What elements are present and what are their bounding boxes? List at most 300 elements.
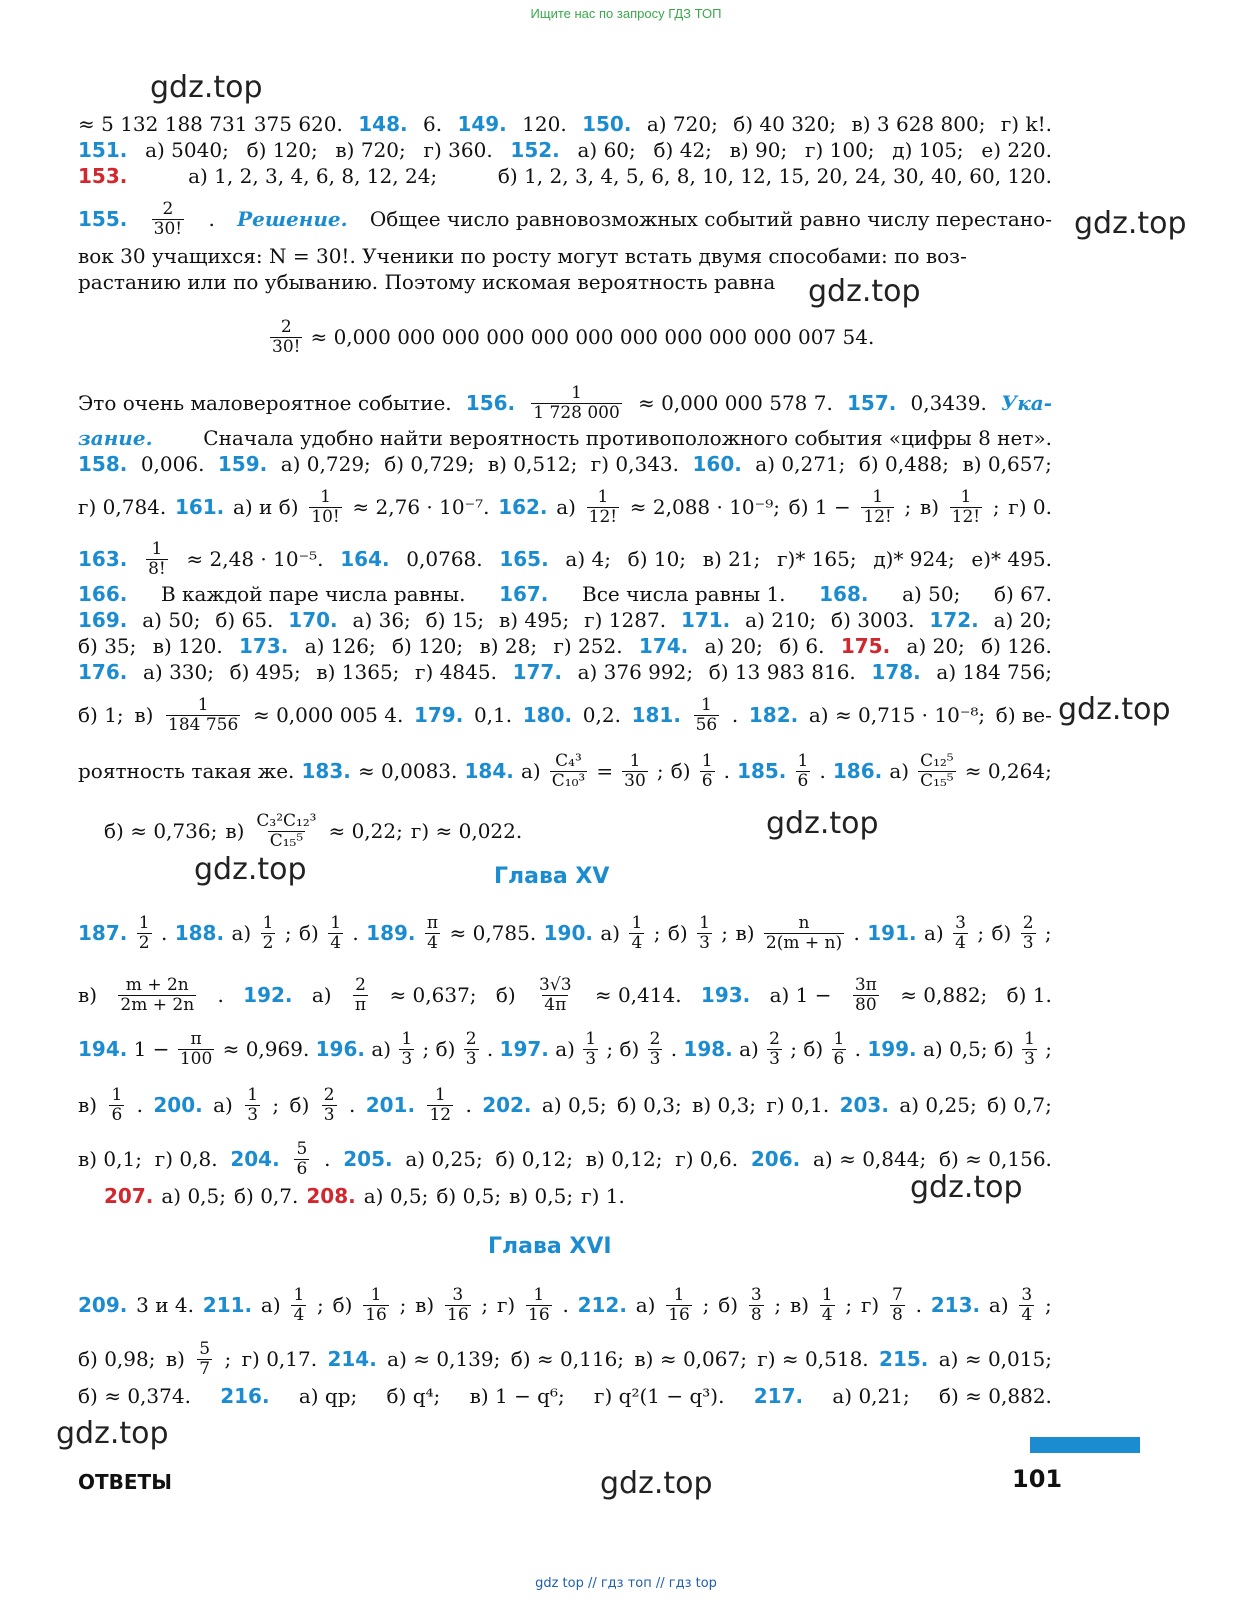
answer-text: в) 0,3;	[692, 1093, 757, 1118]
problem-number: 190.	[543, 921, 593, 946]
chapter-title: Глава XVI	[488, 1234, 612, 1259]
problem-number: 150.	[582, 112, 632, 136]
answer-text: б) 1;	[78, 703, 124, 728]
denominator: 30!	[272, 336, 301, 357]
numerator: C₁₂⁵	[920, 751, 954, 771]
answer-text: б) 1 −	[788, 495, 851, 520]
chapter-title: Глава XV	[494, 864, 610, 889]
answer-text: 0,006.	[140, 452, 205, 476]
answer-text: а)	[600, 921, 621, 946]
answer-line	[78, 270, 1052, 294]
answer-text: Это очень маловероятное событие.	[78, 391, 452, 416]
denominator: 1 728 000	[533, 402, 620, 423]
problem-number-highlight: 207.	[104, 1184, 154, 1208]
watermark: gdz.top	[910, 1170, 1023, 1205]
answer-text: б) ≈ 0,116;	[510, 1347, 625, 1372]
fraction	[629, 914, 644, 952]
problem-number: 186.	[832, 759, 883, 784]
fraction	[197, 1340, 212, 1378]
answer-text: Сначала удобно найти вероятность противоположного события «цифры 8 нет».	[203, 426, 1052, 450]
answer-text: б) 120;	[392, 634, 464, 658]
answer-text: а) 720;	[646, 112, 718, 136]
answer-text: а) 20;	[906, 634, 965, 658]
answer-line	[78, 244, 1052, 268]
answer-text: а) qp;	[298, 1384, 358, 1408]
answer-text: б)	[993, 1037, 1014, 1062]
answer-text: а) 0,271;	[755, 452, 846, 476]
problem-number: 180.	[522, 703, 573, 728]
answer-line	[104, 812, 1052, 850]
numerator: 1	[797, 751, 809, 771]
problem-number: 159.	[217, 452, 268, 476]
problem-number: 151.	[78, 138, 128, 162]
numerator: 2	[280, 317, 292, 337]
answer-text: а)	[213, 1093, 233, 1118]
answer-text: ;	[790, 1037, 798, 1062]
problem-number-highlight: 208.	[306, 1184, 356, 1208]
problem-number: 177.	[512, 660, 562, 684]
numerator: 1	[293, 1285, 305, 1305]
denominator: 8	[750, 1304, 762, 1325]
answer-text: г) 0.	[1008, 495, 1052, 520]
answer-text: ≈ 5 132 188 731 375 620.	[78, 112, 343, 136]
answer-text: д)* 924;	[873, 547, 955, 572]
answer-text: в)	[225, 819, 245, 844]
problem-number: 199.	[867, 1037, 917, 1062]
answer-text: а)	[555, 1037, 575, 1062]
problem-number: 202.	[482, 1093, 532, 1118]
problem-number: 184.	[464, 759, 514, 784]
answer-line	[78, 540, 1052, 578]
answer-line	[78, 1030, 1052, 1068]
answer-text: ≈ 0,414.	[594, 983, 682, 1008]
numerator: 2	[323, 1085, 335, 1105]
problem-number: 201.	[365, 1093, 416, 1118]
denominator: 3	[401, 1048, 413, 1069]
denominator: 3	[323, 1104, 335, 1125]
answer-text: в)	[415, 1293, 435, 1318]
answer-line	[78, 452, 1052, 476]
problem-number: 170.	[288, 608, 338, 632]
problem-number: 169.	[78, 608, 128, 632]
answer-text: б) 1.	[1006, 983, 1052, 1008]
answer-text: б)	[298, 921, 319, 946]
answer-text: ≈ 2,76 · 10⁻⁷.	[352, 495, 490, 520]
denominator: C₁₀³	[551, 770, 586, 791]
answer-text: .	[465, 1093, 472, 1118]
denominator: 3	[699, 932, 710, 953]
denominator: 4	[821, 1304, 833, 1325]
numerator: 1	[434, 1085, 446, 1105]
fraction	[531, 384, 622, 422]
answer-text: б) 35;	[78, 634, 137, 658]
answer-text: ≈ 0,22;	[328, 819, 403, 844]
answer-line	[104, 1184, 1052, 1208]
numerator: 1	[262, 913, 274, 933]
problem-number: 191.	[867, 921, 917, 946]
fraction	[953, 914, 968, 952]
answer-text: В каждой паре числа равны.	[160, 582, 466, 606]
numerator: 1	[631, 913, 643, 933]
watermark: gdz.top	[1074, 206, 1187, 241]
problem-number: 176.	[78, 660, 128, 684]
problem-number: 173.	[239, 634, 289, 658]
numerator: 1	[320, 487, 331, 507]
problem-number: 216.	[220, 1384, 270, 1408]
numerator: 1	[700, 695, 712, 715]
answer-text: Все числа равны 1.	[582, 582, 786, 606]
answer-text: .	[348, 1093, 356, 1118]
answer-text: 6.	[422, 112, 443, 136]
answer-text: г) q²(1 − q³).	[594, 1384, 725, 1408]
denominator: 2	[138, 932, 150, 953]
answer-text: а)	[635, 1293, 656, 1318]
numerator: 2	[355, 975, 366, 995]
answer-text: а) 126;	[304, 634, 376, 658]
answer-text: б)	[670, 759, 691, 784]
problem-number: 203.	[839, 1093, 889, 1118]
answer-text: в) 720;	[335, 138, 406, 162]
answer-text: а) 210;	[745, 608, 817, 632]
denominator: 6	[833, 1048, 845, 1069]
answer-text: в) 21;	[702, 547, 761, 572]
problem-number: 163.	[78, 547, 128, 572]
answer-text: .	[854, 1037, 861, 1062]
denominator: 4	[427, 932, 438, 953]
answer-text: б)	[667, 921, 688, 946]
numerator: 1	[151, 539, 163, 559]
answer-text: б) 10;	[627, 547, 687, 572]
numerator: 1	[597, 487, 609, 507]
fraction	[1022, 1030, 1037, 1068]
answer-text: ;	[1045, 1037, 1052, 1062]
fraction	[694, 696, 720, 734]
hint-label: зание.	[78, 426, 153, 450]
numerator: 1	[533, 1285, 545, 1305]
numerator: 1	[833, 1029, 845, 1049]
denominator: 7	[199, 1358, 211, 1379]
numerator: 1	[821, 1285, 833, 1305]
answer-text: б)	[495, 983, 516, 1008]
answer-text: .	[324, 1147, 331, 1172]
answer-text: б) 0,488;	[858, 452, 950, 476]
answer-text: .	[562, 1293, 569, 1318]
answer-text: 0,0768.	[406, 547, 483, 572]
answer-text: ≈ 0,785.	[449, 921, 537, 946]
answer-line	[78, 138, 1052, 162]
answer-text: г) 0,343.	[590, 452, 680, 476]
fraction	[254, 812, 318, 850]
answer-text: роятность такая же.	[78, 759, 295, 784]
problem-number: 162.	[498, 495, 548, 520]
denominator: 6	[701, 770, 713, 791]
answer-text: ;	[317, 1293, 324, 1318]
problem-number: 213.	[930, 1293, 981, 1318]
problem-number-highlight: 175.	[840, 634, 891, 658]
fraction	[328, 914, 343, 952]
problem-number: 166.	[78, 582, 128, 606]
fraction	[749, 1286, 764, 1324]
answer-text: ;	[1044, 921, 1052, 946]
answer-text: .	[731, 703, 739, 728]
problem-number: 194.	[78, 1037, 128, 1062]
answer-text: б) 15;	[425, 608, 485, 632]
numerator: 3π	[854, 975, 877, 995]
numerator: 3	[955, 913, 966, 933]
answer-text: е) 220.	[981, 138, 1052, 162]
fraction	[767, 1030, 782, 1068]
fraction	[322, 1086, 337, 1124]
answer-text: а) 20;	[993, 608, 1052, 632]
numerator: 1	[247, 1085, 259, 1105]
fraction	[118, 976, 196, 1014]
answer-text: ;	[399, 1293, 407, 1318]
denominator: 4	[293, 1304, 305, 1325]
answer-text: б) 42;	[653, 138, 712, 162]
denominator: 8!	[148, 558, 166, 579]
numerator: 1	[401, 1029, 413, 1049]
problem-number: 189.	[366, 921, 416, 946]
numerator: 1	[138, 913, 150, 933]
answer-text: а)	[923, 921, 944, 946]
denominator: 12!	[863, 506, 892, 527]
answer-text: г) 100;	[804, 138, 875, 162]
problem-number: 192.	[243, 983, 293, 1008]
answer-text: а) 1 −	[769, 983, 832, 1008]
answer-text: е)* 495.	[971, 547, 1052, 572]
fraction	[146, 540, 168, 578]
answer-text: .	[160, 921, 168, 946]
answer-text: б) ≈ 0,374.	[78, 1384, 191, 1408]
numerator: 1	[330, 913, 342, 933]
denominator: 6	[296, 1158, 308, 1179]
answer-text: г) 252.	[553, 634, 623, 658]
numerator: 1	[629, 751, 641, 771]
denominator: 3	[649, 1048, 661, 1069]
problem-number: 193.	[700, 983, 751, 1008]
answer-text: в) ≈ 0,067;	[634, 1347, 747, 1372]
fraction	[697, 914, 712, 952]
fraction	[445, 1286, 471, 1324]
answer-text: .	[915, 1293, 922, 1318]
fraction	[764, 914, 844, 952]
numerator: 7	[892, 1285, 903, 1305]
answer-line	[78, 634, 1052, 658]
answer-text: б) 0,12;	[495, 1147, 573, 1172]
fraction	[666, 1286, 692, 1324]
problem-number: 197.	[499, 1037, 549, 1062]
watermark: gdz.top	[1058, 692, 1171, 727]
answer-text: ≈ 0,969.	[222, 1037, 310, 1062]
fraction	[861, 488, 893, 526]
watermark: gdz.top	[600, 1466, 713, 1501]
denominator: 12!	[951, 506, 981, 527]
denominator: 6	[111, 1104, 123, 1125]
numerator: 3	[452, 1285, 464, 1305]
answer-text: в) 0,12;	[585, 1147, 663, 1172]
answer-text: б) 0,3;	[616, 1093, 682, 1118]
denominator: 4π	[544, 994, 567, 1015]
fraction	[270, 318, 302, 356]
numerator: 5	[199, 1339, 211, 1359]
answer-text: ;	[284, 921, 292, 946]
numerator: 5	[296, 1139, 308, 1159]
numerator: 1	[111, 1085, 123, 1105]
fraction	[950, 488, 982, 526]
denominator: 100	[179, 1048, 213, 1069]
answer-line	[78, 1086, 1052, 1124]
fraction	[166, 696, 240, 734]
answer-text: ;	[653, 921, 661, 946]
denominator: 6	[797, 770, 809, 791]
answer-text: ≈ 0,000 000 578 7.	[637, 391, 833, 416]
answer-text: а) ≈ 0,015;	[938, 1347, 1052, 1372]
answer-line	[78, 488, 1052, 526]
answer-text: 3 и 4.	[136, 1293, 194, 1318]
problem-number: 188.	[174, 921, 225, 946]
answer-text: а) 4;	[565, 547, 611, 572]
problem-number: 214.	[327, 1347, 377, 1372]
watermark: gdz.top	[808, 274, 921, 309]
problem-number: 183.	[301, 759, 351, 784]
denominator: 3	[1024, 1048, 1035, 1069]
answer-line	[78, 1286, 1052, 1324]
problem-number: 158.	[78, 452, 128, 476]
answer-text: г) 1.	[581, 1184, 625, 1208]
answer-text: 0,2.	[582, 703, 621, 728]
denominator: 30	[624, 770, 646, 791]
numerator: 1	[370, 1285, 382, 1305]
answer-text: а) 5040;	[145, 138, 229, 162]
denominator: 4	[330, 932, 342, 953]
numerator: 1	[197, 695, 209, 715]
denominator: 3	[769, 1048, 780, 1069]
answer-text: .	[486, 1037, 494, 1062]
denominator: 10!	[311, 506, 340, 527]
answer-line	[78, 660, 1052, 684]
answer-text: б)	[332, 1293, 353, 1318]
answer-text: растанию или по убыванию. Поэтому искомая вероятность равна	[78, 270, 776, 294]
answer-text: б) ≈ 0,882.	[938, 1384, 1052, 1408]
answer-text: ;	[606, 1037, 614, 1062]
answer-text: ≈ 0,882;	[900, 983, 988, 1008]
answer-line	[78, 1340, 1052, 1378]
answer-text: д) 105;	[892, 138, 964, 162]
numerator: 3	[750, 1285, 762, 1305]
answer-text: .	[217, 983, 224, 1008]
answer-text: б)	[435, 1037, 456, 1062]
numerator: n	[798, 913, 810, 933]
answer-text: а)	[739, 1037, 759, 1062]
answer-text: г) ≈ 0,022.	[410, 819, 523, 844]
problem-number: 155.	[78, 207, 128, 232]
denominator: 4	[955, 932, 966, 953]
answer-text: ;	[977, 921, 985, 946]
answer-text: ;	[702, 1293, 710, 1318]
hint-label: Решение.	[237, 207, 348, 232]
answer-text: а) 0,729;	[280, 452, 371, 476]
answer-text: .	[208, 207, 215, 232]
answer-text: б) 0,7;	[987, 1093, 1052, 1118]
numerator: 2	[649, 1029, 661, 1049]
answer-text: б) 65.	[215, 608, 274, 632]
answer-text: б) 6.	[779, 634, 825, 658]
denominator: C₁₅⁵	[920, 770, 954, 791]
numerator: 1	[673, 1285, 685, 1305]
answer-text: б) 0,7.	[234, 1184, 299, 1208]
answer-text: а) 330;	[142, 660, 214, 684]
fraction	[622, 752, 648, 790]
answer-text: .	[723, 759, 730, 784]
denominator: 2(m + n)	[765, 932, 843, 953]
fraction	[353, 976, 368, 1014]
answer-text: .	[136, 1093, 143, 1118]
problem-number: 181.	[631, 703, 681, 728]
fraction	[526, 1286, 552, 1324]
answer-text: а) 376 992;	[577, 660, 694, 684]
center-formula	[268, 318, 874, 356]
answer-text: а) ≈ 0,139;	[387, 1347, 501, 1372]
fraction	[363, 1286, 389, 1324]
denominator: 3	[585, 1048, 597, 1069]
answer-text: а) ≈ 0,715 · 10⁻⁸;	[808, 703, 986, 728]
answer-text: б) 40 320;	[733, 112, 837, 136]
denominator: 3	[1022, 932, 1034, 953]
problem-number: 204.	[230, 1147, 280, 1172]
answer-line	[78, 164, 1052, 188]
problem-number: 152.	[510, 138, 560, 162]
answer-text: а)	[889, 759, 910, 784]
answer-text: а) 50;	[902, 582, 961, 606]
fraction	[832, 1030, 847, 1068]
answer-text: в)	[789, 1293, 810, 1318]
numerator: C₄³	[555, 751, 582, 771]
answer-text: б) ве-	[995, 703, 1052, 728]
answer-text: б) 3003.	[831, 608, 915, 632]
answer-text: а) 0,5;	[161, 1184, 226, 1208]
page-number: 101	[1012, 1465, 1063, 1493]
answer-text: а) 50;	[142, 608, 201, 632]
problem-number: 182.	[748, 703, 799, 728]
answer-text: а) 20;	[704, 634, 763, 658]
answer-text: в)	[78, 1093, 98, 1118]
answer-text: ;	[422, 1037, 430, 1062]
answer-text: г) 1287.	[584, 608, 667, 632]
denominator: C₁₅⁵	[269, 830, 304, 851]
numerator: C₃²C₁₂³	[256, 811, 317, 831]
answer-text: а) 0,5;	[541, 1093, 607, 1118]
denominator: 12!	[588, 506, 618, 527]
answer-line	[78, 426, 1052, 450]
answer-text: г) 4845.	[415, 660, 497, 684]
denominator: 12	[429, 1104, 452, 1125]
fraction	[918, 752, 955, 790]
answer-text: г) 0,6.	[675, 1147, 739, 1172]
answer-text: ≈ 0,000 005 4.	[252, 703, 404, 728]
answer-text: б) 495;	[229, 660, 301, 684]
problem-number: 174.	[638, 634, 689, 658]
answer-text: ≈ 0,0083.	[357, 759, 458, 784]
answer-text: ≈ 2,088 · 10⁻⁹;	[629, 495, 780, 520]
answer-text: .	[352, 921, 359, 946]
answer-text: б)	[619, 1037, 640, 1062]
answer-text: г)	[860, 1293, 880, 1318]
answer-line	[78, 752, 1052, 790]
answer-text: в) 120.	[152, 634, 223, 658]
answer-line	[78, 608, 1052, 632]
answer-text: =	[596, 759, 614, 784]
problem-number: 172.	[929, 608, 979, 632]
